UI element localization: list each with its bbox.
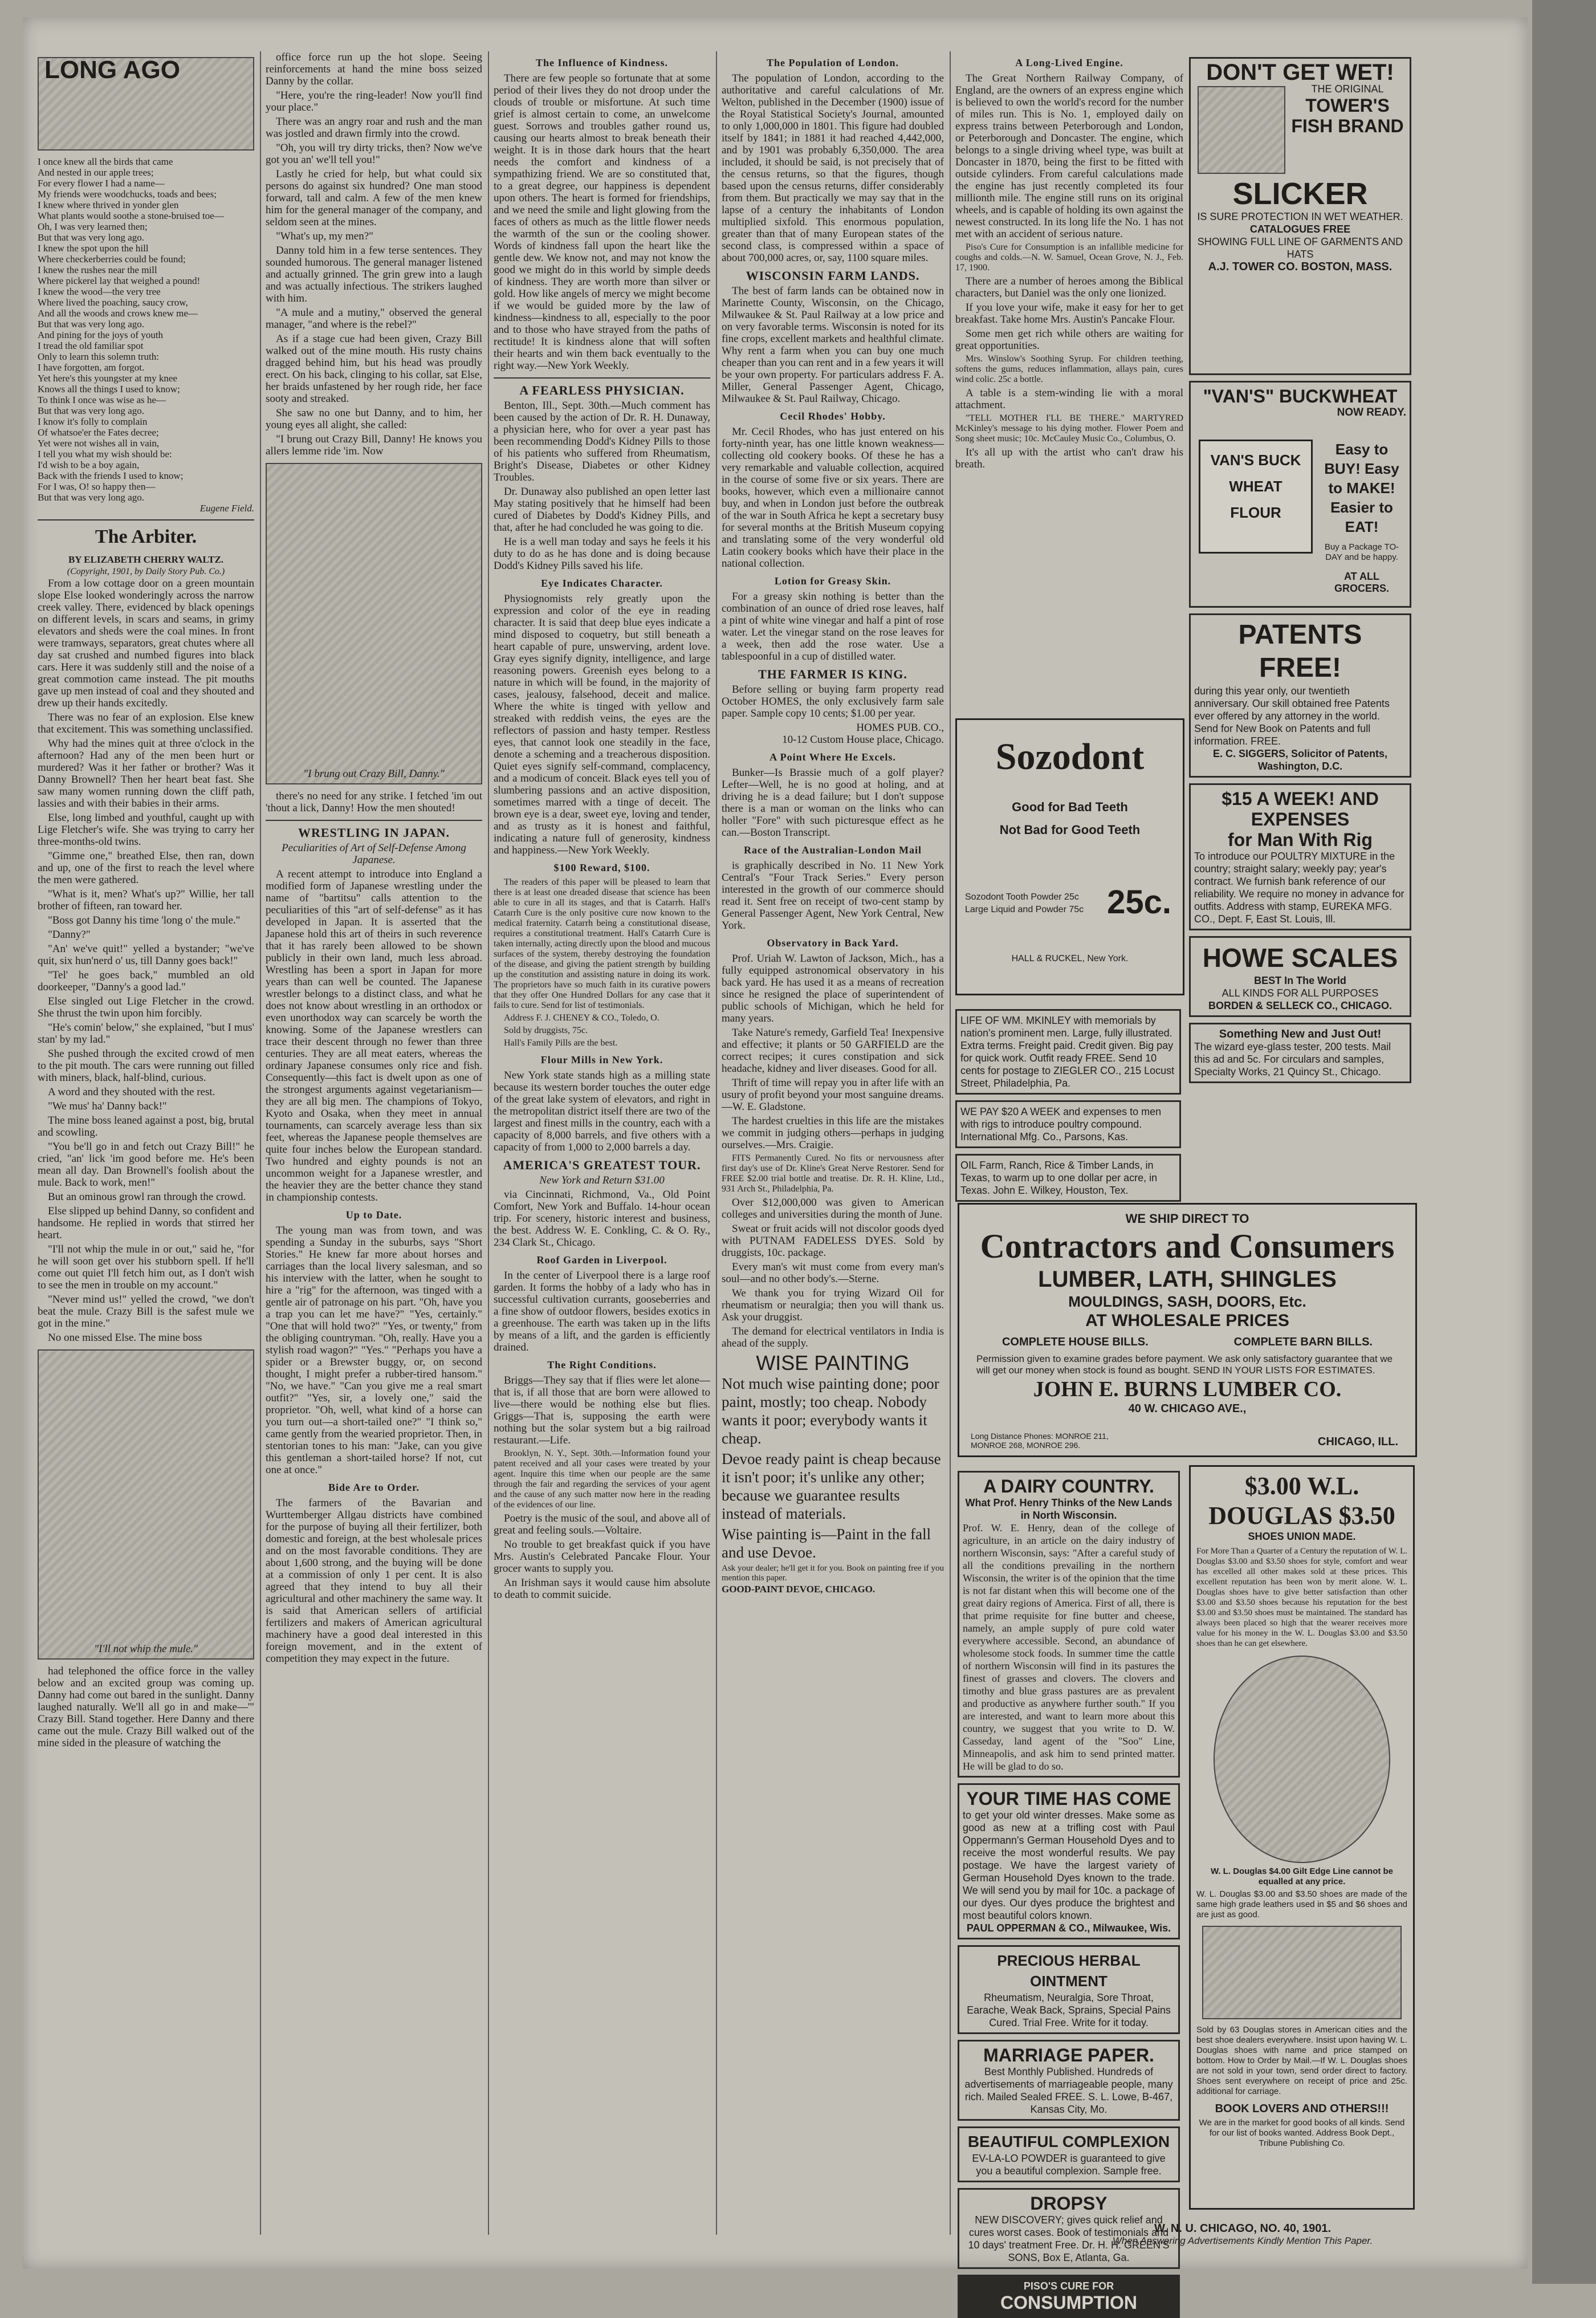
poem-line: I have forgotten, am forgot. (38, 362, 145, 373)
ad-line: Buy a Package TO-DAY and be happy. (1324, 542, 1399, 562)
poem-line: Yet here's this youngster at my knee (38, 373, 177, 384)
paragraph: The mine boss leaned against a post, big, brutal and scowling. (38, 1115, 254, 1138)
paragraph: Some men get rich while others are waiting for great opportunities. (955, 328, 1183, 352)
ad-line: AT WHOLESALE PRICES (1085, 1311, 1289, 1330)
article-title: Roof Garden in Liverpool. (536, 1254, 667, 1266)
paragraph: "Gimme one," breathed Else, then ran, down and up, one of the first to reach the level where the men were gathered. (38, 850, 254, 886)
illustration-caption: "I'll not whip the mule." (93, 1643, 198, 1655)
ad-title: PRECIOUS HERBAL OINTMENT (997, 1952, 1141, 1990)
piso-cure-ad (958, 2275, 1180, 2318)
paragraph: "TELL MOTHER I'LL BE THERE." MARTYRED McKinley's message to his dying mother. Flower Poem and Song sheet music; 10c. McCauley Music Co., Columbus, O. (955, 413, 1183, 444)
paragraph: An Irishman says it would cause him absolute to death to commit suicide. (494, 1577, 710, 1601)
paragraph: It's all up with the artist who can't draw his breath. (955, 446, 1183, 470)
ad-line: LUMBER, LATH, SHINGLES (1038, 1267, 1337, 1292)
paragraph: We thank you for trying Wizard Oil for rheumatism or neuralgia; then you will thank us. Ask your druggist. (722, 1287, 944, 1323)
douglas-portrait (1214, 1656, 1390, 1863)
paragraph: is graphically described in No. 11 New York Central's "Four Track Series." Every person interested in the growth of our commerce should read it. Sent free on receipt of two-cent stamp by General Passenger Agent, New York Central, New York. (722, 860, 944, 932)
paragraph: A recent attempt to introduce into England a modified form of Japanese wrestling under the name of "bartitsu" calls attention to the peculiarities of this "art of self-defense" as it has developed in Japan. It is asserted that the Japanese hold this art of theirs in such reverence that it has rarely been allowed to be shown publicly in their own land, much less abroad. Wrestling has been a sport in Japan for more years than can well be counted. The Japanese wrestler belongs to a distinct class, and what he does not know about wrestling in an orthodox or even unorthodox way can scarcely be worth the knowing. Some of the Japanese wrestlers can trace their descent through no fewer than three centuries. They are all meat eaters, whereas the ordinary Japanese consumes only rice and fish. Consequently—this fact is dwelt upon as one of the strongest arguments against vegetarianism—they are all big men. The champions of Tokyo, Kyoto and Osaka, when they meet in annual tournaments, can scarcely average less than six feet, whereas the Japanese people themselves are quite four inches below the European standard. Two hundred and eighty pounds is not an uncommon weight for a Japanese wrestler, and the heavier they are the better chance they stand in championship contests. (266, 868, 482, 1203)
paragraph: Physiognomists rely greatly upon the expression and color of the eye in reading character. It is said that deep blue eyes indicate a mind disposed to coquetry, but still beneath a heart capable of pure, unswerving, ardent love. Gray eyes signify dignity, intelligence, and large reasoning powers. Greenish eyes belong to a nature in which will be found, in the majority of cases, jealousy, falsehood, deceit and malice. Where the white is tinged with yellow and streaked with reddish veins, the eyes are the reflectors of passion and hasty temper. Restless eyes, that cannot look one steadily in the face, denote a scheming and a treacherous disposition. Quiet eyes signify self-command, complacency, and a modicum of conceit. Black eyes tell you of slumbering passions and an active disposition, sometimes marred with a tinge of deceit. The brown eye is a dear, sweet eye, loving and tender, and as trusty as it is honest and faithful, indicating a nature full of generosity, kindness and happiness.—New York Weekly. (494, 593, 710, 856)
column-rule (716, 51, 717, 2235)
mckinley-ad (955, 1009, 1181, 1095)
ad-body: OIL Farm, Ranch, Rice & Timber Lands, in Texas, to warm up to one dollar per acre, in Texas. John E. Wilkey, Houston, Tex. (960, 1160, 1158, 1196)
ad-line: ALL KINDS FOR ALL PURPOSES (1222, 987, 1379, 999)
vans-buckwheat-ad (1189, 381, 1411, 608)
ad-line: Good for Bad Teeth (1012, 800, 1128, 814)
poem-line: I knew where thrived in yonder glen (38, 200, 179, 210)
copyright: (Copyright, 1901, by Daily Story Pub. Co.) (67, 567, 225, 576)
ad-line: MOULDINGS, SASH, DOORS, Etc. (1068, 1293, 1306, 1310)
poem-line: And pining for the joys of youth (38, 330, 164, 340)
paragraph: Every man's wit must come from every man's soul—and no other body's.—Sterne. (722, 1261, 944, 1285)
ad-price-list (965, 891, 1084, 916)
poem-line: My friends were woodchucks, toads and bees; (38, 189, 217, 200)
poem-line: Yet were not wishes all in vain, (38, 438, 160, 449)
mule-illustration (266, 463, 482, 784)
ad-body (722, 1374, 944, 1561)
ad-address: 40 W. CHICAGO AVE., (1128, 1402, 1247, 1415)
paragraph: "What is it, men? What's up?" Willie, her tall brother of fifteen, ran toward her. (38, 888, 254, 912)
paragraph: Thrift of time will repay you in after life with an usury of profit beyond your most sanguine dreams.—W. E. Gladstone. (722, 1077, 944, 1113)
poem-line: I tread the old familiar spot (38, 340, 144, 351)
column-rule (950, 51, 951, 2235)
tower-slicker-ad (1189, 57, 1411, 375)
ad-title: WISE PAINTING (756, 1351, 910, 1374)
burns-lumber-ad (958, 1203, 1417, 1457)
poem-line: Back with the friends I used to know; (38, 470, 184, 481)
ad-company: BORDEN & SELLECK CO., CHICAGO. (1208, 1000, 1392, 1011)
ad-line: Not Bad for Good Teeth (999, 823, 1141, 837)
poem-line: I knew the rushes near the mill (38, 265, 157, 275)
ad-title: $3.00 W.L. DOUGLAS $3.50 (1208, 1472, 1395, 1530)
miners-illustration (38, 1349, 254, 1660)
ad-title: DROPSY (1030, 2193, 1108, 2214)
paragraph: Dr. Dunaway also published an open letter last May stating positively that he himself had been cured of Diabetes by Dodd's Kidney Pills, and that, after he had concluded he was going to die. (494, 486, 710, 534)
ad-line: Large Liquid and Powder 75c (965, 905, 1084, 914)
sozodont-ad (955, 718, 1184, 995)
article-title: WRESTLING IN JAPAN. (298, 825, 450, 840)
paragraph: Address F. J. CHENEY & CO., Toledo, O. (504, 1013, 659, 1023)
ad-line: BOOK LOVERS AND OTHERS!!! (1215, 2103, 1389, 2115)
poem-line: Of whatsoe'er the Fates decree; (38, 427, 159, 438)
poem-line: But that was very long ago. (38, 405, 144, 416)
ad-body: EV-LA-LO POWDER is guaranteed to give you a beautiful complexion. Sample free. (972, 2153, 1166, 2177)
fifteen-a-week-ad (1189, 783, 1411, 930)
paragraph: Else slipped up behind Danny, so confident and handsome. He replied in words that stirred her heart. (38, 1205, 254, 1241)
paragraph: There are few people so fortunate that at some period of their lives they do not droop under the clouds of trouble or misfortune. At such time grief is almost certain to come, an unwelcome guest. Sorrows and troubles gather round us, causing our hearts almost to break beneath their weight. It is in those dark hours that the heart needs the comfort and kindness of a sympathizing friend. We are so constituted that, to a great degree, our happiness is dependent upon others. The heart is formed for friendships, and we need the smile and light glowing from the faces of others as much as the little flower needs the warmth of the sun or the cooling shower. Words of kindness fall upon the heart like the gentle dew. We know not, and may not know the good we might do in this world by simple deeds of kindness. They are worth more than silver or gold. How like angels of mercy we might become if we would be guided more by the law of kindness—kindness to all, especially to the poor and to those who have strayed from the paths of rectitude! It is kindness alone that will soften their hearts and win them back eventually to the right way.—New York Weekly. (494, 72, 710, 372)
ad-body: For More Than a Quarter of a Century the reputation of W. L. Douglas $3.00 and $3.50 shoes for style, comfort and wear has excelled all other makes sold at these prices. This excellent reputation has been won by merit alone. W. L. Douglas shoes have to give better satisfaction than other $3.00 and $3.50 shoes because his reputation for the best $3.00 and $3.50 shoes must be maintained. The standard has always been placed so high that the wearer receives more value for his money in the W. L. Douglas $3.00 and $3.50 shoes than he can get elsewhere. (1196, 1547, 1407, 1648)
ad-body: to get your old winter dresses. Make some as good as new at a trifling cost with Paul Oppermann's German Household Dyes and to receive the most wonderful results. We pay postage. We have the largest variety of German Household Dyes known to the trade. We will send you by mail for 10c. a package of our dyes. Our dyes produce the brightest and most beautiful colors known. (963, 1809, 1175, 1921)
paragraph: "Tel' he goes back," mumbled an old doorkeeper, "Danny's a good lad." (38, 969, 254, 993)
paragraph: She saw no one but Danny, and to him, her young eyes all alight, she called: (266, 407, 482, 431)
ad-line: WE SHIP DIRECT TO (1125, 1211, 1249, 1226)
ad-bills (959, 1336, 1415, 1349)
paragraph: New York state stands high as a milling state because its western border touches the outer edge of the great lake system of elevators, and right in the metropolitan district itself there are two of the largest and finest mills in the country, each with a capacity of 8,000 barrels, and five others with a capacity of from 1,000 to 2,000 barrels a day. (494, 1069, 710, 1153)
paragraph: "I'll not whip the mule in or out," said he, "for he will soon get over his stubborn spell. If he'll come out quiet I'll fetch him out, as I don't wish to see the men in trouble on my account." (38, 1243, 254, 1291)
paragraph: via Cincinnati, Richmond, Va., Old Point Comfort, New York and Buffalo. 14-hour ocean trip. For scenery, historic interest and business, the best. Address W. E. Conkling, C. & O. Ry., 234 Clark St., Chicago. (494, 1189, 710, 1249)
ad-body: WE PAY $20 A WEEK and expenses to men with rigs to introduce poultry compound. International Mfg. Co., Parsons, Kas. (960, 1106, 1162, 1142)
slicker-illustration (1198, 86, 1285, 174)
paragraph: "An' we've quit!" yelled a bystander; "we've quit, six hun'nerd o' us, till Danny goes back!" (38, 943, 254, 967)
ad-line: NOW READY. (1337, 406, 1406, 418)
paragraph: Wise painting is—Paint in the fall and use Devoe. (722, 1526, 931, 1561)
ad-city: CHICAGO, ILL. (1317, 1435, 1398, 1448)
article-title: Bide Are to Order. (328, 1482, 420, 1493)
article-title: A Point Where He Excels. (769, 751, 896, 763)
paragraph: had telephoned the office force in the valley below and an excited group was coming up. Danny had come out bared in the sunlight. Danny laughed naturally. We'll all go in and make—'" Crazy Bill. Stand together. Here Danny and there came out the mule. Crazy Bill walked out of the mine sided in the pleasure of watching the (38, 1665, 254, 1749)
ad-company: A.J. TOWER CO. BOSTON, MASS. (1208, 261, 1393, 273)
poem-line: To think I once was wise as he— (38, 395, 166, 405)
paragraph: "I brung out Crazy Bill, Danny! He knows you allers lemme ride 'im. Now (266, 433, 482, 457)
ad-line: IS SURE PROTECTION IN WET WEATHER. (1197, 211, 1403, 222)
paragraph: She pushed through the excited crowd of men to the pit mouth. The cars were running out filled with miners, black, half-blind, curious. (38, 1048, 254, 1084)
article-title: Race of the Australian-London Mail (743, 844, 922, 856)
ad-line: AT ALL GROCERS. (1334, 571, 1389, 594)
ad-title: A DAIRY COUNTRY. (983, 1476, 1154, 1496)
oil-ad (955, 1154, 1181, 1202)
poem-line: But that was very long ago. (38, 319, 144, 330)
article-subtitle: New York and Return $31.00 (539, 1174, 665, 1186)
ad-line: Sozodont Tooth Powder 25c (965, 892, 1079, 902)
poem-line: I know it's folly to complain (38, 416, 148, 427)
article-title: $100 Reward, $100. (553, 862, 650, 873)
poem-line: I'd wish to be a boy again, (38, 459, 140, 470)
divider (38, 519, 254, 520)
poem-line: But that was very long ago. (38, 492, 144, 503)
article-title: WISCONSIN FARM LANDS. (746, 269, 920, 283)
page-footer (969, 2222, 1516, 2247)
article-title: The Influence of Kindness. (535, 57, 669, 68)
ad-company: GOOD-PAINT DEVOE, CHICAGO. (722, 1584, 876, 1595)
paragraph: Mrs. Winslow's Soothing Syrup. For children teething, softens the gums, reduces inflammation, allays pain, cures wind colic. 25c a bottle. (955, 354, 1183, 384)
ad-body: Rheumatism, Neuralgia, Sore Throat, Earache, Weak Back, Sprains, Special Pains Cured. Trial Free. Write for it today. (967, 1992, 1171, 2028)
ad-footnote: Ask your dealer; he'll get it for you. Book on painting free if you mention this paper. (722, 1564, 944, 1583)
article-title: Cecil Rhodes' Hobby. (780, 410, 886, 422)
paragraph: There are a number of heroes among the Biblical characters, but Daniel was the only one lionized. (955, 275, 1183, 299)
paragraph: "Never mind us!" yelled the crowd, "we don't beat the mule. Crazy Bill is the safest mule we got in the mine." (38, 1294, 254, 1329)
devoe-paint-ad (722, 1352, 944, 1595)
poem-line: And nested in our apple trees; (38, 167, 154, 178)
column-5-lower (958, 1465, 1180, 2313)
footer-line: When Answering Advertisements Kindly Mention This Paper. (1112, 2235, 1373, 2246)
poem-line: For every flower I had a name— (38, 178, 165, 189)
paragraph: If you love your wife, make it easy for her to get breakfast. Take home Mrs. Austin's Pancake Flour. (955, 302, 1183, 326)
ad-line: PISO'S CURE FOR (1023, 2280, 1114, 2292)
ad-body: The wizard eye-glass tester, 200 tests. Mail this ad and 5c. For circulars and samples, Specialty Works, 21 Quincy St., Chicago. (1194, 1041, 1391, 1077)
paragraph: A word and they shouted with the rest. (48, 1086, 215, 1098)
dairy-country-ad (958, 1471, 1180, 1778)
footer-line: W. N. U. CHICAGO, NO. 40, 1901. (1154, 2222, 1332, 2235)
complexion-ad (958, 2126, 1180, 2182)
paragraph: Benton, Ill., Sept. 30th.—Much comment has been caused by the action of Dr. R. H. Dunaway, a physician here, who for over a year past has been recommending Dodd's Kidney Pills to those of his patients who suffered from Rheumatism, Bright's Disease, Diabetes or other Kidney Troubles. (494, 400, 710, 483)
paragraph: "Boss got Danny his time 'long o' the mule." (48, 914, 241, 926)
article-title: Lotion for Greasy Skin. (774, 575, 891, 587)
ad-body: To introduce our POULTRY MIXTURE in the country; straight salary; weekly pay; year's contract. We furnish bank reference of our reliability. We require no money in advance for outfits. Address with stamp, EUREKA MFG. CO., Dept. F, East St. Louis, Ill. (1194, 851, 1404, 925)
paragraph: But an ominous growl ran through the crowd. (48, 1191, 246, 1203)
paragraph: Prof. Uriah W. Lawton of Jackson, Mich., has a fully equipped astronomical observatory in his back yard. He has used it as a means of recreation since he resigned the place of superintendent of public schools of Michigan, which he held for many years. (722, 953, 944, 1024)
paragraph: A table is a stem-winding lie with a moral attachment. (955, 387, 1183, 411)
paragraph: "We mus' ha' Danny back!" (48, 1100, 167, 1112)
paragraph: The Great Northern Railway Company, of England, are the owners of an express engine which is believed to own the world's record for the number of miles run. This is No. 1, employed daily on express trains between Peterborough and London, or Peterborough and Doncaster. The engine, which belongs to a single driving wheel type, was built at Doncaster in 1870, being the first to be fitted with outside cylinders. From careful calculations made the engine has just recently completed its four millionth mile. The engine still runs on its original wheels, and is capable of holding its own against the newest constructed. In its long life the No. 1 has not met with an accident of serious nature. (955, 72, 1183, 240)
ad-line: 10-12 Custom House place, Chicago. (782, 734, 944, 746)
poem-line: But that was very long ago. (38, 232, 144, 243)
ad-phones: Long Distance Phones: MONROE 211, MONROE 268, MONROE 296. (971, 1432, 1109, 1450)
article-title: Up to Date. (345, 1209, 402, 1221)
ad-line: We are in the market for good books of all kinds. Send for our list of books wanted. Address Book Dept., Tribune Publishing Co. (1199, 2118, 1405, 2148)
ad-subtitle: What Prof. Henry Thinks of the New Lands in North Wisconsin. (965, 1497, 1172, 1521)
paragraph: Before selling or buying farm property read October HOMES, the only exclusively farm sale paper. Sample copy 10 cents; $1.00 per year. (722, 684, 944, 719)
paragraph: Bunker—Is Brassie much of a golf player? Lefter—Well, he is no good at holing, and at driving he is a dead failure; but I don't suppose there is a man or woman on the links who can holler "Fore" with such picturesque effect as he can.—Boston Transcript. (722, 767, 944, 839)
paragraph: There was an angry roar and rush and the man was jostled and drawn firmly into the crowd. (266, 116, 482, 140)
paragraph: As if a stage cue had been given, Crazy Bill walked out of the mine mouth. His rusty chains dragged behind him, but his head was proudly erect. On his back, clinging to his collar, sat Else, her braids unfastened by her rough ride, her face sooty and streaked. (266, 333, 482, 405)
ad-line: FISH BRAND (1291, 116, 1404, 136)
paragraph: Not much wise painting done; poor paint, mostly; too cheap. Nobody wants it poor; everybody wants it cheap. (722, 1375, 939, 1447)
paragraph: The readers of this paper will be pleased to learn that there is at least one dreaded disease that science has been able to cure in all its stages, and that is Catarrh. Hall's Catarrh Cure is the only positive cure now known to the medical fraternity. Catarrh being a constitutional disease, requires a constitutional treatment. Hall's Catarrh Cure is taken internally, acting directly upon the blood and mucous surfaces of the system, thereby destroying the foundation of the disease, and giving the patient strength by building up the constitution and assisting nature in doing its work. The proprietors have so much faith in its curative powers that they offer One Hundred Dollars for any case that it fails to cure. Send for list of testimonials. (494, 877, 710, 1010)
paragraph: "What's up, my men?" (276, 230, 373, 242)
page-edge (1532, 0, 1596, 2284)
poem-line: Where lived the poaching, saucy crow, (38, 297, 188, 308)
shoe-illustration (1202, 1926, 1402, 2019)
ad-company: PAUL OPPERMAN & CO., Milwaukee, Wis. (966, 1922, 1171, 1934)
paragraph: Piso's Cure for Consumption is an infallible medicine for coughs and colds.—N. W. Samuel, Ocean Grove, N. J., Feb. 17, 1900. (955, 242, 1183, 273)
newspaper-page (23, 17, 1528, 2313)
long-ago-banner: LONG AGO (44, 56, 180, 84)
paragraph: Lastly he cried for help, but what could six persons do against six hundred? One man stood forward, tall and calm. A few of the men knew him for the general manager of the company, and seldom seen at the mines. (266, 168, 482, 228)
ad-line: W. L. Douglas $4.00 Gilt Edge Line cannot be equalled at any price. (1210, 1866, 1394, 1886)
something-new-ad (1189, 1023, 1411, 1083)
ad-line: THE ORIGINAL (1311, 83, 1384, 95)
ad-title: PATENTS FREE! (1238, 620, 1362, 683)
paragraph: From a low cottage door on a green mountain slope Else looked wonderingly across the narrow creek valley. There, evidenced by black openings on different levels, in scars and seams, in grimy elevators and sheds were the coal mines. In front were tramways, separators, great chutes where all day sat crushed and numbed figures into black cars. Here it was suddenly still and the noise of a great commotion came instead. The pit mouths gave up men instead of coal and they shouted and drew up their hands excitedly. (38, 578, 254, 709)
paragraph: For a greasy skin nothing is better than the combination of an ounce of dried rose leaves, half a pint of white wine vinegar and half a pint of rose water. Let the vinegar stand on the rose leaves for a week, then add the rose water. Use a tablespoonful in a cup of distilled water. (722, 591, 944, 662)
column-2 (266, 51, 482, 2235)
small-ads (955, 1003, 1181, 1196)
ad-body: Permission given to examine grades before payment. We ask only satisfactory guarantee that we will get our money when stock is found as bought. SEND IN YOUR LISTS FOR ESTIMATES. (976, 1353, 1393, 1376)
paragraph: Else singled out Lige Fletcher in the crowd. She thrust the twin upon him forcibly. (38, 995, 254, 1019)
ad-line: COMPLETE HOUSE BILLS. (1001, 1336, 1149, 1348)
ad-body: Prof. W. E. Henry, dean of the college of agriculture, in an article on the dairy industry of northern Wisconsin, says: "After a careful study of all the conditions prevailing in the northern Wisconsin, the writer is of the opinion that the time is not far distant when this will become one of the great dairy regions of America. First of all, there is that prime requisite for fine butter and cheese, namely, an ample supply of pure cold water everywhere accessible. Second, an abundance of wholesome stock foods. In summer time the cattle of northern Wisconsin will find in its pastures the finest of grasses and clovers. The clovers and timothy and blue grass pastures are as prevalent and productive as anywhere further south." If you are interested, and want to learn more about this country, we suggest that you write to D. W. Casseday, land agent of the "Soo" Line, Minneapolis, and ask him to send printed matter. He will be glad to do so. (963, 1522, 1175, 1772)
column-rule (260, 51, 261, 2235)
paragraph: Danny told him in a few terse sentences. They sounded humorous. The general manager listened and actually grinned. The grin grew into a laugh and was actually infectious. The strikers laughed with him. (266, 245, 482, 304)
ad-company: HALL & RUCKEL, New York. (1011, 954, 1129, 963)
arbiter-story (38, 578, 254, 1344)
story-title: The Arbiter. (95, 526, 197, 547)
ad-body: NEW DISCOVERY; gives quick relief and cures worst cases. Book of testimonials and 10 days' treatment Free. Dr. H. H. GREEN'S SONS, Box E, Atlanta, Ga. (968, 2214, 1170, 2263)
ad-line: TOWER'S (1305, 95, 1390, 116)
column-3 (494, 51, 710, 2235)
article-title: Eye Indicates Character. (541, 578, 663, 589)
patents-ad (1189, 613, 1411, 778)
article-title: Observatory in Back Yard. (767, 937, 899, 949)
ad-company: JOHN E. BURNS LUMBER CO. (1033, 1377, 1342, 1401)
article-title: The Population of London. (766, 57, 899, 68)
ad-line: SLICKER (1232, 177, 1368, 211)
paragraph: The demand for electrical ventilators in India is ahead of the supply. (722, 1325, 944, 1349)
ad-body: during this year only, our twentieth anniversary. Our skill obtained free Patents ever offered by any attorney in the world. Send for New Book on Patents and full information. FREE. (1194, 685, 1390, 747)
article-title: A FEARLESS PHYSICIAN. (519, 383, 685, 397)
paragraph: The young man was from town, and was spending a Sunday in the suburbs, says "Short Stories." He knew far more about horses and carriages than the local livery salesman, and so his interview with the latter, when he sought to hire a "rig" for the afternoon, was tinged with a gentle air of patronage on his part. "Oh, have you a trap you can let me have?" "Yes, certainly." "One that will hold two?" "Yes, or twenty," from the obliging countryman. "Oh, really. Have you a stylish road wagon?" "Yes." "Perhaps you have a spider or a Brewster buggy, or, on second thought, I might prefer a rubber-tired hansom." "No, we have." "Can you give me a real smart outfit?" "Yes, sir, a lovely one," said the proprietor. "Oh, well, what kind of a horse can you turn out—a short-tailed one?" "I think so," came gently from the wearied proprietor. Then, in stentorian tones to his man: "Jake, can you give this gentleman a short-tailed horse? If not, cut one at once." (266, 1225, 482, 1476)
ad-line: for Man With Rig (1228, 829, 1373, 850)
ad-line: SHOES UNION MADE. (1248, 1531, 1356, 1542)
marriage-paper-ad (958, 2040, 1180, 2121)
ad-title: YOUR TIME HAS COME (966, 1788, 1171, 1809)
article-title: Flour Mills in New York. (540, 1054, 663, 1066)
article-title: THE FARMER IS KING. (758, 667, 907, 681)
ad-title: $15 A WEEK! AND EXPENSES (1222, 788, 1379, 829)
poem-line: I once knew all the birds that came (38, 156, 173, 167)
ad-title: Sozodont (995, 736, 1145, 778)
flour-package: VAN'S BUCK WHEAT FLOUR (1199, 440, 1313, 554)
poem-line: I tell you what my wish should be: (38, 449, 172, 459)
poem-line: Only to learn this solemn truth: (38, 351, 159, 362)
article-title: A Long-Lived Engine. (1015, 57, 1123, 68)
poem-line: I knew the spot upon the hill (38, 243, 149, 254)
ad-body: LIFE OF WM. MKINLEY with memorials by nation's prominent men. Large, fully illustrated. Extra terms. Freight paid. Credit given. Big pay for quick work. Outfit ready FREE. Send 10 cents for postage to ZIEGLER CO., 215 Locust Street, Philadelphia, Pa. (960, 1015, 1175, 1089)
paragraph: Over $12,000,000 was given to American colleges and universities during the month of June. (722, 1197, 944, 1221)
paragraph: Else, long limbed and youthful, caught up with Lige Fletcher's wife. She was trying to carry her three-months-old twins. (38, 812, 254, 848)
illustration-caption: "I brung out Crazy Bill, Danny." (303, 768, 445, 780)
byline: BY ELIZABETH CHERRY WALTZ. (68, 554, 224, 565)
divider (494, 377, 710, 379)
ad-title: Contractors and Consumers (980, 1227, 1395, 1265)
paragraph: "He's comin' below," she explained, "but I mus' stan' by my lad." (38, 1022, 254, 1046)
article-title: The Right Conditions. (547, 1359, 657, 1371)
column-5 (955, 51, 1183, 718)
poem-author: Eugene Field. (199, 503, 254, 514)
paragraph: Mr. Cecil Rhodes, who has just entered on his forty-ninth year, has one little known weakness—collecting old cookery books. Of these he has a very remarkable and valuable collection, acquired in the course of some five or six years. There are books, however, which even a millionaire cannot buy, and when in London just before the outbreak of the war in South Africa he kept a secretary busy for several months at the British Museum copying and translating some of the very wonderful old Latin cookery books which have their place in the national collection. (722, 426, 944, 570)
poem-line: Knows all the things I used to know; (38, 384, 180, 395)
ad-line: CATALOGUES FREE (1249, 223, 1351, 235)
ad-line: Sold by 63 Douglas stores in American cities and the best shoe dealers everywhere. Insist upon having W. L. Douglas shoes with name and price stamped on bottom. How to Order by Mail.—If W. L. Douglas shoes are not sold in your town, send order direct to factory. Shoes sent everywhere on receipt of price and 25c. additional for carriage. (1196, 2025, 1407, 2096)
paragraph: Take Nature's remedy, Garfield Tea! Inexpensive and effective; it plants or 50 GARFIELD are the correct recipes; it cures constipation and sick headache, kidney and liver diseases. Good for all. (722, 1027, 944, 1075)
paragraph: No one missed Else. The mine boss (48, 1332, 202, 1344)
ad-title: Something New and Just Out! (1219, 1028, 1382, 1040)
paragraph: Why had the mines quit at three o'clock in the afternoon? Had any of the men been hurt or murdered? Was it her father or brother? Was it Danny Brownell? Then her heart beat fast. She saw many women running down the cliff path, lassies and with their babies in their arms. (38, 738, 254, 810)
paragraph: No trouble to get breakfast quick if you have Mrs. Austin's Celebrated Pancake Flour. Your grocer wants to supply you. (494, 1539, 710, 1575)
article-subtitle: Peculiarities of Art of Self-Defense Among Japanese. (282, 842, 466, 866)
paragraph: "You be'll go in and fetch out Crazy Bill!" he cried, "an' lick 'im good before me. He's been mean all day. Dan Brownell's foolish about the mule. Back to work, men!" (38, 1141, 254, 1189)
paragraph: "A mule and a mutiny," observed the general manager, "and where is the rebel?" (266, 307, 482, 331)
catarrh-ad (494, 877, 710, 1048)
paragraph: office force run up the hot slope. Seeing reinforcements at hand the mine boss seized Danny by the collar. (266, 51, 482, 87)
column-4 (722, 51, 944, 2235)
long-ago-poem (38, 156, 254, 514)
pay-ad (955, 1100, 1181, 1148)
divider (266, 820, 482, 821)
paragraph: FITS Permanently Cured. No fits or nervousness after first day's use of Dr. Kline's Great Nerve Restorer. Send for FREE $2.00 trial bottle and treatise. Dr. R. H. Kline, Ltd., 931 Arch St., Philadelphia, Pa. (722, 1153, 944, 1194)
ad-line: HOMES PUB. CO., (856, 722, 944, 734)
poem-line: For I was, O! so happy then— (38, 481, 156, 492)
paragraph: The farmers of the Bavarian and Wurttemberger Allgau districts have combined for the purpose of buying all their fertilizer, both domestic and foreign, at the best wholesale prices and on the most favorable conditions. They are about 1,600 strong, and the buying will be done at a commission of only 1 per cent. It is also agreed that they intend to buy all their agricultural and other machinery the same way. It is said that American sellers of artificial fertilizers and makers of American agricultural machinery have a good deal interested in this foreign movement, and in the extent of competition they may expect in the future. (266, 1497, 482, 1665)
paragraph: In the center of Liverpool there is a large roof garden. It forms the hobby of a lady who has in successful cultivation currants, gooseberries and a fine show of outdoor flowers, besides exotics in a greenhouse. The earth was taken up in the lifts by means of a lift, and the garden is efficiently drained. (494, 1270, 710, 1353)
paragraph: He is a well man today and says he feels it his duty to do as he has done and is doing because Dodd's Kidney Pills saved his life. (494, 536, 710, 572)
poem-line: What plants would soothe a stone-bruised toe— (38, 210, 224, 221)
paragraph: The best of farm lands can be obtained now in Marinette County, Wisconsin, on the Chicago, Milwaukee & St. Paul Railway at a low price and on very favorable terms. Wisconsin is noted for its fine crops, excellent markets and healthful climate. Why rent a farm when you can buy one much cheaper than you can rent and in a few years it will be your own property. For particulars address F. A. Miller, General Passenger Agent, Chicago, Milwaukee & St. Paul Railway, Chicago. (722, 285, 944, 405)
column-rule (488, 51, 489, 2235)
poem-line: Where pickerel lay that weighed a pound! (38, 275, 201, 286)
paragraph: "Danny?" (48, 929, 91, 941)
column-6 (1189, 51, 1411, 1180)
ad-company: E. C. SIGGERS, Solicitor of Patents, Washington, D.C. (1212, 748, 1388, 772)
ad-line: W. L. Douglas $3.00 and $3.50 shoes are made of the same high grade leathers used in $5 and $6 shoes and are just as good. (1196, 1889, 1407, 1920)
paragraph: "Here, you're the ring-leader! Now you'll find your place." (266, 90, 482, 113)
paragraph: The population of London, according to the authoritative and careful calculations of Mr. Welton, published in the December (1900) issue of the Royal Statistical Society's Journal, amounted to only 1,000,000 in 1801. This figure had doubled itself by 1841; in 1881 it had reached 4,442,000, and by 1901 was probably 6,350,000. The area included, it should be said, is not precisely that of the census returns, so that the figures, though based upon the census returns, differ considerably from them. But practically we may say that in the lapse of a century the inhabitants of London multiplied sixfold. This enormous population, greater than that of many European states of the second class, is compressed within a space of about 700,000 acres, or, say, 1100 square miles. (722, 72, 944, 264)
ad-title: DON'T GET WET! (1206, 60, 1394, 85)
douglas-shoes-ad (1189, 1465, 1415, 2210)
ad-line: CONSUMPTION (1000, 2292, 1137, 2313)
howe-scales-ad (1189, 936, 1411, 1017)
ad-title: HOWE SCALES (1202, 943, 1398, 973)
oppermann-dyes-ad (958, 1783, 1180, 1939)
ad-title: MARRIAGE PAPER. (983, 2045, 1154, 2065)
paragraph: Hall's Family Pills are the best. (504, 1038, 618, 1048)
paragraph: Devoe ready paint is cheap because it isn't poor; it's unlike any other; because we guarantee results instead of materials. (722, 1450, 941, 1522)
paragraph: there's no need for any strike. I fetched 'im out 'thout a lick, Danny! How the men shouted! (266, 790, 482, 814)
ad-title: BEAUTIFUL COMPLEXION (967, 2133, 1170, 2150)
paragraph: There was no fear of an explosion. Else knew that excitement. This was something unclassified. (38, 711, 254, 735)
long-ago-illustration (38, 57, 254, 151)
herbal-ointment-ad (958, 1945, 1180, 2034)
column-1 (38, 51, 254, 2235)
poem-line: And all the woods and crows knew me— (38, 308, 198, 319)
ad-line: BEST In The World (1254, 975, 1346, 986)
ad-title: "VAN'S" BUCKWHEAT (1203, 386, 1398, 406)
paragraph: Brooklyn, N. Y., Sept. 30th.—Information found your patent received and all your cases were treated by your agent. Inquire this time when our people are the same through the fair and regarding the services of your agent and the cause of any such matter now here in the reading of the evidences of our line. (494, 1449, 710, 1510)
paragraph: Sold by druggists, 75c. (504, 1026, 588, 1035)
poem-line: Oh, I was very learned then; (38, 221, 148, 232)
paragraph: Briggs—They say that if flies were let alone—that is, if all those that are born were allowed to live—there would be nothing else but flies. Griggs—That is, supposing the earth were nothing but the solar system but a big railroad restaurant.—Life. (494, 1374, 710, 1446)
paragraph: Sweat or fruit acids will not discolor goods dyed with PUTNAM FADELESS DYES. Sold by druggists, 10c. package. (722, 1223, 944, 1259)
poem-line: Where checkerberries could be found; (38, 254, 186, 265)
ad-body: Best Monthly Published. Hundreds of advertisements of marriageable people, many rich. Mailed Sealed FREE. S. L. Lowe, B-467, Kansas City, Mo. (964, 2066, 1173, 2115)
article-title: AMERICA'S GREATEST TOUR. (503, 1158, 701, 1172)
ad-line: COMPLETE BARN BILLS. (1233, 1336, 1373, 1348)
ad-line: SHOWING FULL LINE OF GARMENTS AND HATS (1197, 236, 1403, 260)
paragraph: "Oh, you will try dirty tricks, then? Now we've got you an' we'll tell you!" (266, 142, 482, 166)
ad-price: 25c. (1107, 884, 1171, 921)
paragraph: Poetry is the music of the soul, and above all of great and feeling souls.—Voltaire. (494, 1512, 710, 1536)
poem-line: I knew the wood—the very tree (38, 286, 161, 297)
paragraph: The hardest cruelties in this life are the mistakes we commit in judging others—perhaps in judging ourselves.—Mrs. Craigie. (722, 1115, 944, 1151)
ad-line: Easy to BUY! Easy to MAKE! Easier to EAT! (1324, 441, 1399, 535)
